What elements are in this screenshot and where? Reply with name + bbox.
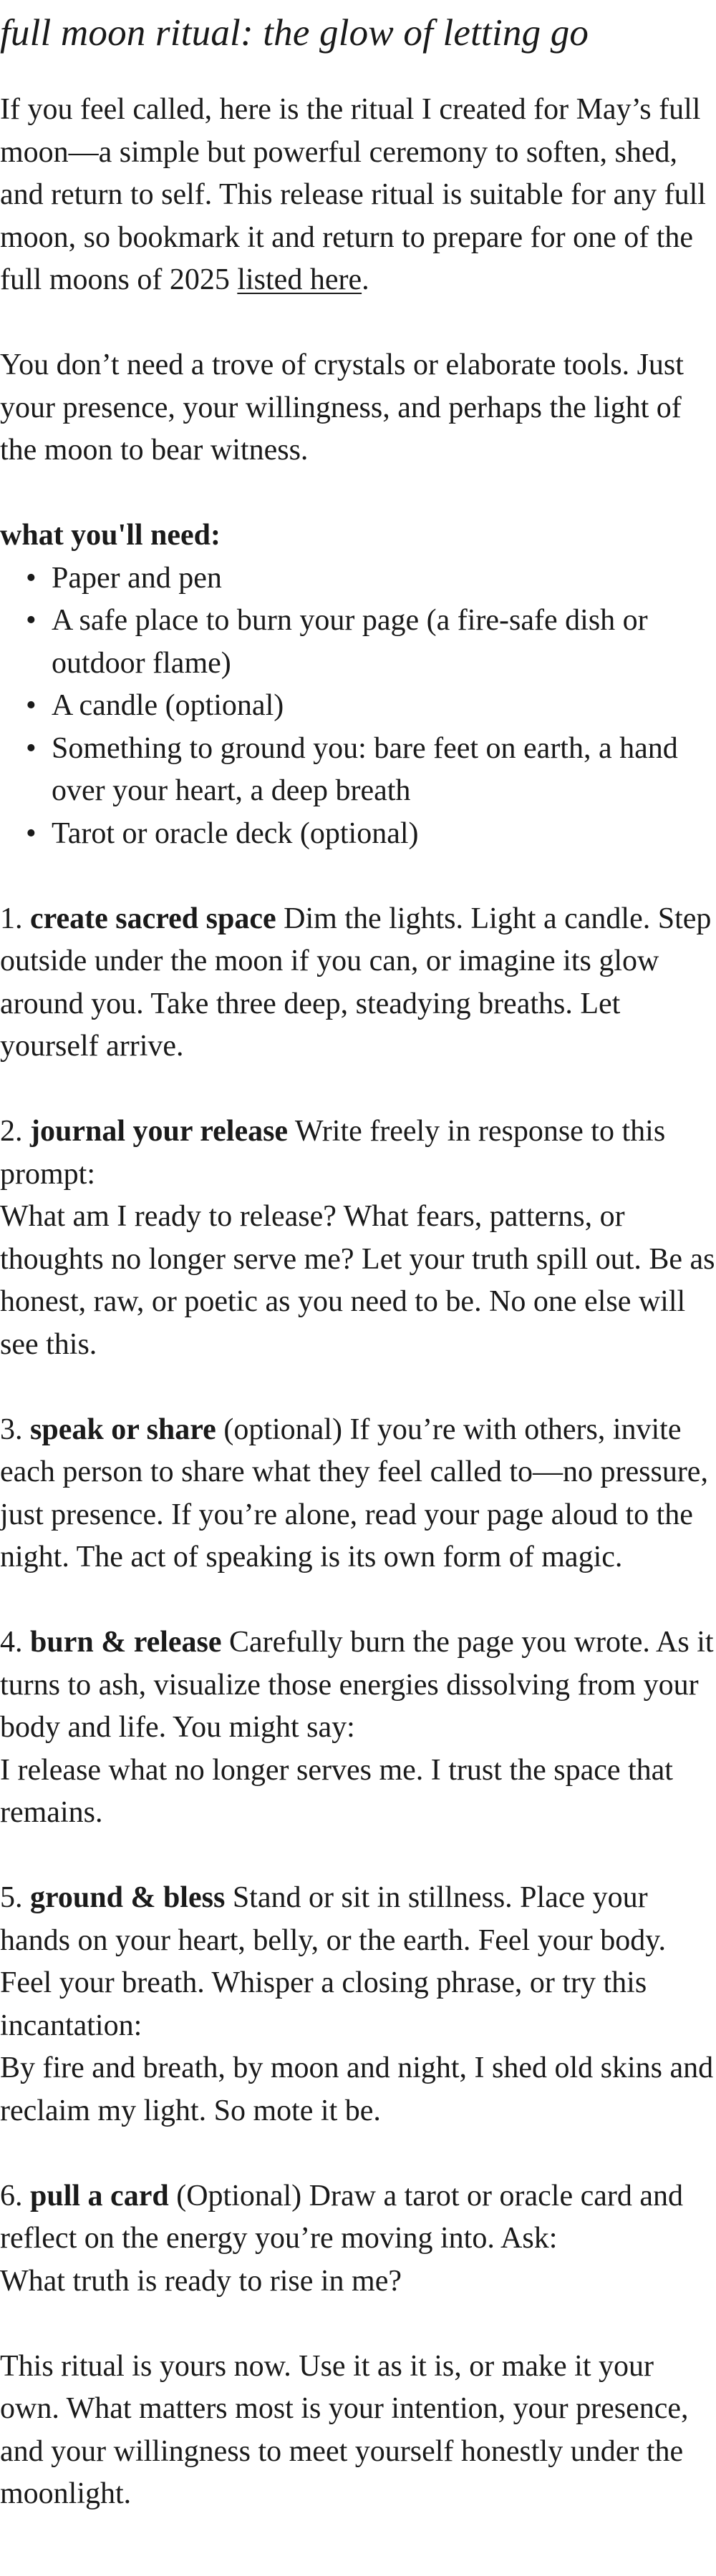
step-number: 3. — [0, 1413, 23, 1446]
step-number: 4. — [0, 1626, 23, 1659]
list-item: • Paper and pen — [52, 557, 716, 600]
closing-paragraph: This ritual is yours now. Use it as it is, or make it your own. What matters most is your intention, your presence, and your willingness to meet yourself honestly under the moonlight. — [0, 2349, 689, 2510]
bullet-icon: • — [26, 816, 37, 850]
needs-heading: what you'll need: — [0, 519, 221, 552]
intro-text-end: . — [362, 263, 369, 296]
bullet-icon: • — [26, 731, 37, 765]
step-title: pull a card — [30, 2179, 169, 2212]
list-item: • A safe place to burn your page (a fire-safe dish or outdoor flame) — [52, 600, 716, 685]
list-item: • Something to ground you: bare feet on earth, a hand over your heart, a deep breath — [52, 728, 716, 813]
step-title: speak or share — [30, 1413, 216, 1446]
step-text: Dim the lights. Light a candle. Step outside under the moon if you can, or imagine its glow around you. Take three deep, steadying breaths. Let yourself arrive. — [0, 902, 712, 1063]
step-speak-or-share — [0, 1409, 716, 1579]
step-title: journal your release — [30, 1115, 289, 1148]
bullet-icon: • — [26, 689, 37, 722]
step-number: 6. — [0, 2179, 23, 2212]
needs-list — [0, 557, 716, 856]
step-text: Stand or sit in stillness. Place your hands on your heart, belly, or the earth. Feel your body. Feel your breath. Whisper a closing phrase, or try this incantation: — [0, 1881, 666, 2042]
list-item: • Tarot or oracle deck (optional) — [52, 813, 716, 856]
step-title: ground & bless — [30, 1881, 226, 1914]
no-tools-paragraph: You don’t need a trove of crystals or elaborate tools. Just your presence, your willingness, and perhaps the light of the moon to bear witness. — [0, 348, 684, 467]
step-journal-your-release — [0, 1111, 716, 1366]
bullet-icon: • — [26, 561, 37, 595]
step-title: burn & release — [30, 1626, 222, 1659]
step-pull-a-card — [0, 2175, 716, 2303]
step-ground-and-bless — [0, 1877, 716, 2132]
step-burn-and-release — [0, 1621, 716, 1835]
step-prompt: By fire and breath, by moon and night, I shed old skins and reclaim my light. So mote it be. — [0, 2051, 714, 2127]
step-prompt: I release what no longer serves me. I trust the space that remains. — [0, 1753, 673, 1829]
step-text: (Optional) Draw a tarot or oracle card and reflect on the energy you’re moving into. Ask: — [0, 2179, 684, 2255]
step-text: (optional) If you’re with others, invite each person to share what they feel called to—no pressure, just presence. If you’re alone, read your page aloud to the night. The act of speaking is its own form of magic. — [0, 1413, 708, 1574]
list-item: • A candle (optional) — [52, 685, 716, 728]
step-text: Carefully burn the page you wrote. As it turns to ash, visualize those energies dissolving from your body and life. You might say: — [0, 1626, 714, 1744]
intro-text: If you feel called, here is the ritual I created for May’s full moon—a simple but powerful ceremony to soften, shed, and return to self. This release ritual is suitable for any full moon, so bookmark it and return to prepare for one of the full moons of 2025 — [0, 93, 706, 296]
step-text: Write freely in response to this prompt: — [0, 1115, 666, 1191]
step-number: 5. — [0, 1881, 23, 1914]
step-prompt: What am I ready to release? What fears, patterns, or thoughts no longer serve me? Let your truth spill out. Be as honest, raw, or poetic as you need to be. No one else will see this. — [0, 1200, 715, 1361]
intro-paragraph — [0, 89, 716, 302]
page-title: full moon ritual: the glow of letting go — [0, 12, 589, 54]
step-create-sacred-space — [0, 898, 716, 1068]
bullet-icon: • — [26, 604, 37, 637]
step-prompt: What truth is ready to rise in me? — [0, 2264, 402, 2298]
step-number: 2. — [0, 1115, 23, 1148]
step-number: 1. — [0, 902, 23, 935]
step-title: create sacred space — [30, 902, 276, 935]
full-moons-2025-link[interactable]: listed here — [237, 263, 362, 296]
